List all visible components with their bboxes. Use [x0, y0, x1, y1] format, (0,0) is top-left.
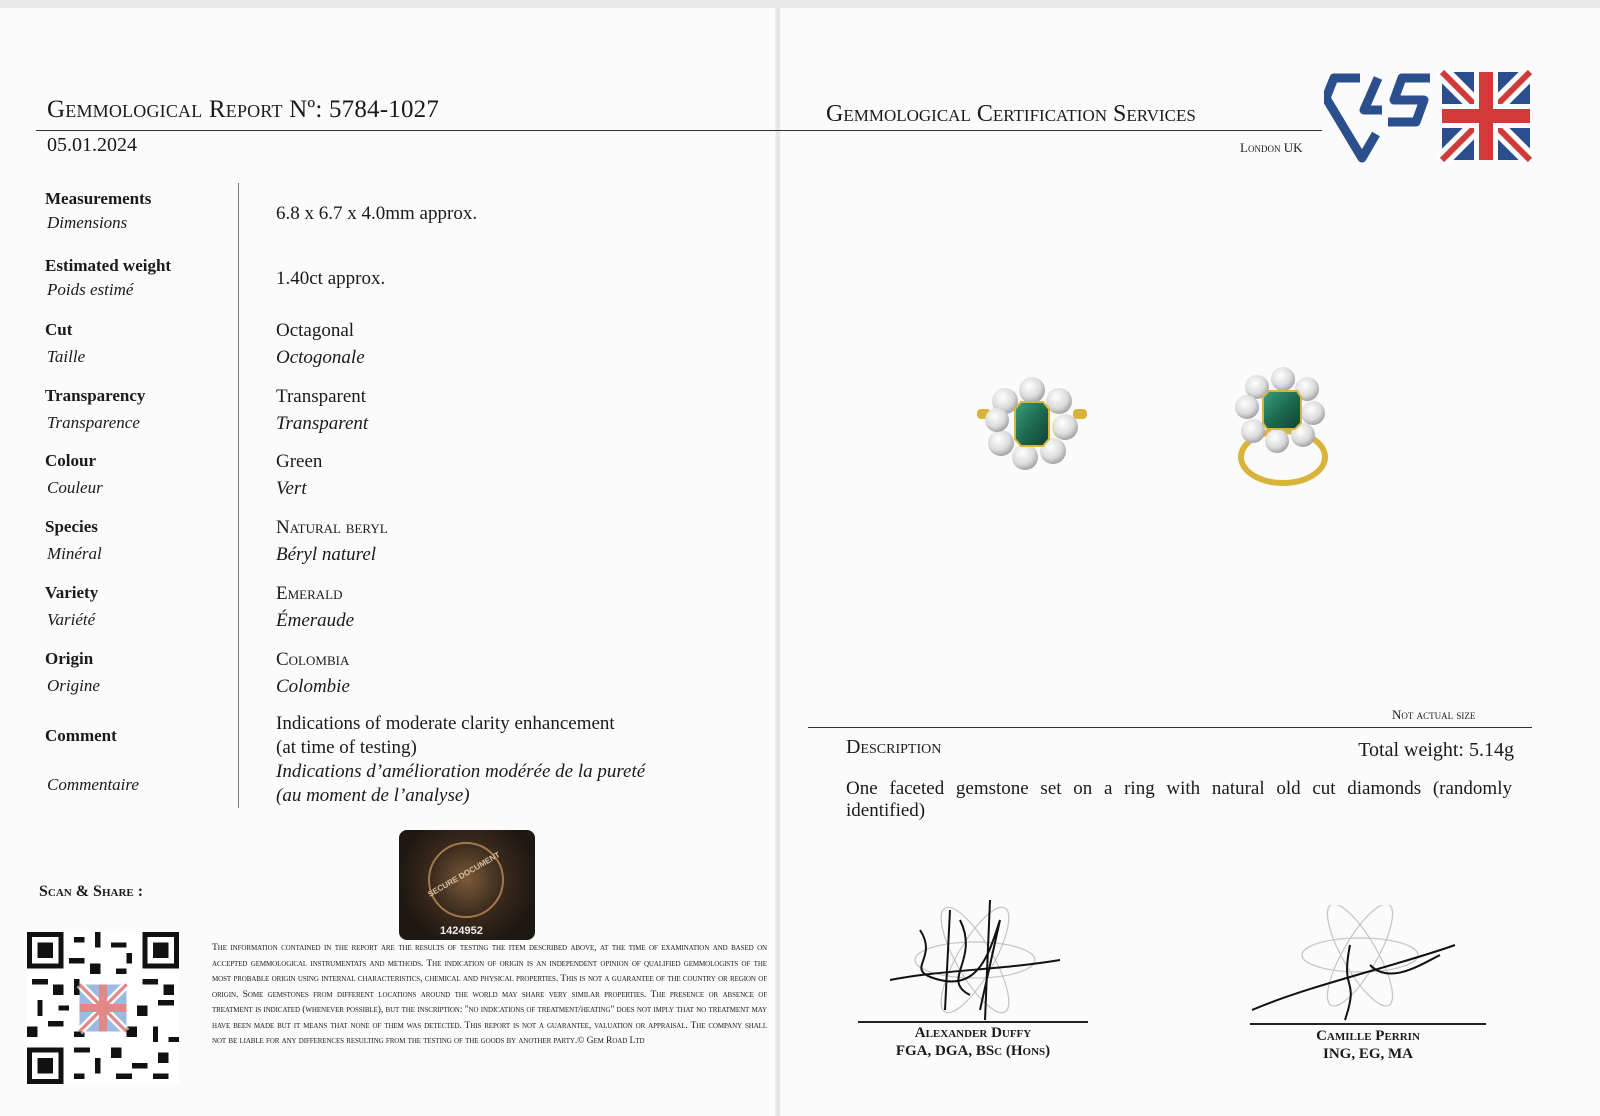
- ring-photos: [975, 365, 1375, 505]
- signer-1-name: Alexander Duffy: [914, 1025, 1032, 1041]
- value-cut: Octagonal: [276, 320, 355, 341]
- logo-letters: GCS: [1324, 70, 1326, 71]
- union-jack-icon: [1442, 72, 1530, 160]
- label-commentaire: Commentaire: [47, 775, 139, 794]
- signature-line-1: [858, 1021, 1088, 1023]
- value-colour: Green: [276, 451, 323, 472]
- label-transparency: Transparency: [45, 386, 146, 405]
- company-city: London UK: [1240, 140, 1303, 155]
- value-commentaire-line2: (au moment de l’analyse): [276, 785, 470, 806]
- description-text: One faceted gemstone set on a ring with natural old cut diamonds (randomly identified): [846, 778, 1512, 821]
- value-couleur: Vert: [276, 478, 307, 499]
- value-commentaire-line1: Indications d’amélioration modérée de la pureté: [276, 761, 646, 782]
- signer-1-credentials: FGA, DGA, BSc (Hons): [895, 1043, 1051, 1059]
- value-transparency: Transparent: [276, 386, 367, 407]
- signer-2-credentials: ING, EG, MA: [1323, 1046, 1413, 1062]
- ring-angled-view: [1235, 367, 1325, 483]
- label-origin: Origin: [45, 649, 94, 668]
- value-variety: Emerald: [276, 583, 343, 604]
- page-fold: [775, 8, 781, 1116]
- total-weight: Total weight: 5.14g: [1358, 739, 1514, 761]
- hologram-label: SECURE DOCUMENT: [426, 850, 502, 899]
- label-taille: Taille: [47, 347, 86, 366]
- scan-share-label: Scan & Share :: [39, 883, 144, 900]
- label-variete: Variété: [47, 610, 96, 629]
- value-taille: Octogonale: [276, 347, 365, 368]
- value-origin: Colombia: [276, 649, 350, 670]
- value-variete: Émeraude: [276, 610, 355, 631]
- label-transparence: Transparence: [47, 413, 140, 432]
- description-title: Description: [846, 736, 942, 758]
- signer-2-name: Camille Perrin: [1316, 1028, 1420, 1044]
- value-origine: Colombie: [276, 676, 350, 697]
- label-colour: Colour: [45, 451, 96, 470]
- signature-camille-perrin: [1250, 905, 1460, 1025]
- label-cut: Cut: [45, 320, 73, 339]
- label-estimated-weight: Estimated weight: [45, 256, 172, 275]
- value-comment-line2: (at time of testing): [276, 737, 417, 758]
- qr-code[interactable]: [27, 932, 179, 1084]
- label-variety: Variety: [45, 583, 99, 602]
- value-mineral: Béryl naturel: [276, 544, 377, 565]
- label-mineral: Minéral: [47, 544, 102, 563]
- label-comment: Comment: [45, 726, 117, 745]
- legal-disclaimer: The information contained in the report are the results of testing the item described above, at the time of examination and based on accepted gemmological instrumentats and methods. The indication of origin is an independent opinion of qualified gemmologists of the most probable origin using internal characteristics, chemical and physical properties. This is not a guarantee of the country or region of origin. Some gemstones from different locations around the world may share very similar properties. The presence or absence of treatment is indicated (whenever possible), but the inscription: "no indications of treatment/heating" does not imply that no treatment may have been made but it means that none of them was detected. This report is not a guarantee, valuation or appraisal. The company shall not be liable for any differences resulting from the testing of the goods by another party.© Gem Road Ltd: [212, 942, 767, 1046]
- description-divider: [808, 727, 1532, 728]
- not-actual-size-note: Not actual size: [1392, 707, 1476, 722]
- value-transparence: Transparent: [276, 413, 369, 434]
- value-comment-line1: Indications of moderate clarity enhancement: [276, 713, 615, 734]
- header-divider: [36, 130, 1322, 131]
- label-origine: Origine: [47, 676, 100, 695]
- label-measurements: Measurements: [45, 189, 152, 208]
- signature-line-2: [1250, 1023, 1486, 1025]
- ring-top-view: [977, 377, 1087, 470]
- value-species: Natural beryl: [276, 517, 388, 538]
- report-title: Gemmological Report Nº: 5784-1027: [47, 96, 440, 123]
- label-poids-estime: Poids estimé: [47, 280, 134, 299]
- fields-divider: [238, 183, 239, 808]
- company-name: Gemmological Certification Services: [826, 101, 1196, 127]
- label-species: Species: [45, 517, 98, 536]
- signer-2: [1250, 1027, 1486, 1063]
- value-estimated-weight: 1.40ct approx.: [276, 268, 386, 289]
- signer-1: [858, 1024, 1088, 1060]
- label-dimensions: Dimensions: [47, 213, 128, 232]
- gcs-logo: [1324, 70, 1534, 164]
- label-couleur: Couleur: [47, 478, 103, 497]
- hologram-number: 1424952: [440, 925, 483, 937]
- report-date: 05.01.2024: [47, 134, 137, 156]
- signature-alexander-duffy: [880, 900, 1070, 1025]
- value-measurements: 6.8 x 6.7 x 4.0mm approx.: [276, 203, 478, 224]
